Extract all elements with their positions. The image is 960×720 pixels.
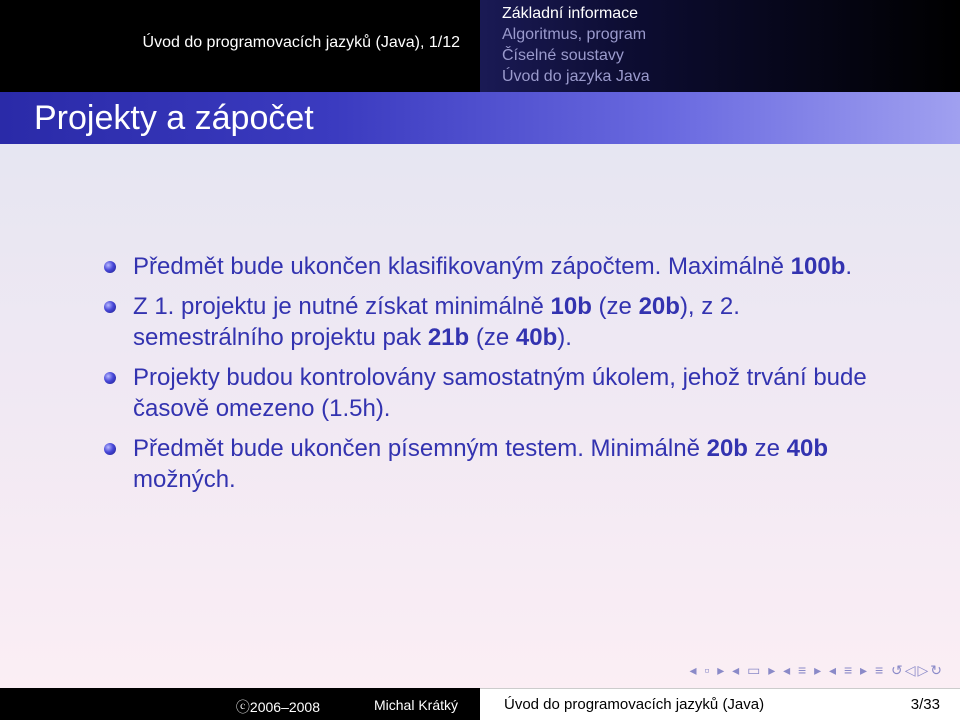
bullet-list: [0, 251, 873, 504]
bullet-text: (ze: [469, 324, 516, 351]
section-navigation: [480, 0, 960, 92]
footer-bar: [0, 688, 960, 720]
nav-frame-icon[interactable]: ◂ ▭ ▸: [732, 662, 778, 678]
bullet-emphasis: 20b: [706, 435, 748, 462]
headline-left: [0, 0, 480, 92]
section-list: [502, 3, 650, 87]
bullet-emphasis: 100b: [790, 253, 846, 280]
bullet-text: (ze: [591, 293, 639, 320]
bullet-emphasis: 40b: [515, 324, 558, 351]
bullet-icon: [104, 372, 116, 384]
bullet-icon: [104, 443, 116, 455]
footer-course-title: Úvod do programovacích jazyků (Java): [504, 696, 765, 713]
frame-title-bar: [0, 92, 960, 144]
nav-search-icon[interactable]: ↺◁▷↻: [891, 662, 944, 678]
section-item-algorithm[interactable]: Algoritmus, program: [502, 26, 647, 43]
bullet-emphasis: 10b: [550, 293, 592, 320]
navigation-symbols: [689, 662, 944, 679]
nav-section-icon[interactable]: ◂ ≡ ▸: [829, 662, 870, 678]
bullet-text: Předmět bude ukončen písemným testem. Minimálně: [133, 435, 707, 462]
copyright-text: ⓒ2006–2008: [235, 699, 320, 715]
nav-prev-icon[interactable]: ◂ ▫ ▸: [689, 662, 727, 678]
page-title: Projekty a zápočet: [34, 99, 314, 137]
bullet-text: ), z 2. semestrálního projektu pak: [133, 293, 740, 351]
list-item: [0, 251, 873, 282]
bullet-text: ze: [747, 435, 787, 462]
bullet-text: možných.: [133, 466, 236, 493]
section-item-java-intro[interactable]: Úvod do jazyka Java: [502, 68, 650, 85]
bullet-text: Z 1. projektu je nutné získat minimálně: [133, 293, 551, 320]
bullet-text: ).: [557, 324, 572, 351]
bullet-emphasis: 21b: [427, 324, 470, 351]
footer-left: [0, 688, 480, 720]
nav-subsection-icon[interactable]: ◂ ≡ ▸: [783, 662, 824, 678]
bullet-text: .: [845, 253, 853, 280]
bullet-icon: [104, 301, 116, 313]
bullet-text: Projekty budou kontrolovány samostatným úkolem, jehož trvání bude časově omezeno (1.5h).: [133, 364, 867, 422]
list-item: [0, 433, 873, 495]
headline-bar: [0, 0, 960, 92]
section-item-number-systems[interactable]: Číselné soustavy: [502, 47, 624, 64]
bullet-emphasis: 20b: [638, 293, 680, 320]
section-item-basic-info[interactable]: Základní informace: [502, 5, 639, 22]
author-name: Michal Krátký: [373, 697, 458, 713]
nav-align-icon[interactable]: ≡: [874, 662, 886, 678]
slide-content: [0, 144, 960, 688]
page-number: 3/33: [910, 696, 940, 713]
list-item: [0, 291, 873, 353]
bullet-emphasis: 40b: [786, 435, 829, 462]
footer-right: [480, 688, 960, 720]
bullet-icon: [104, 261, 116, 273]
course-title[interactable]: Úvod do programovacích jazyků (Java), 1/12: [142, 34, 460, 51]
bullet-text: Předmět bude ukončen klasifikovaným zápočtem. Maximálně: [133, 253, 791, 280]
list-item: [0, 362, 873, 424]
